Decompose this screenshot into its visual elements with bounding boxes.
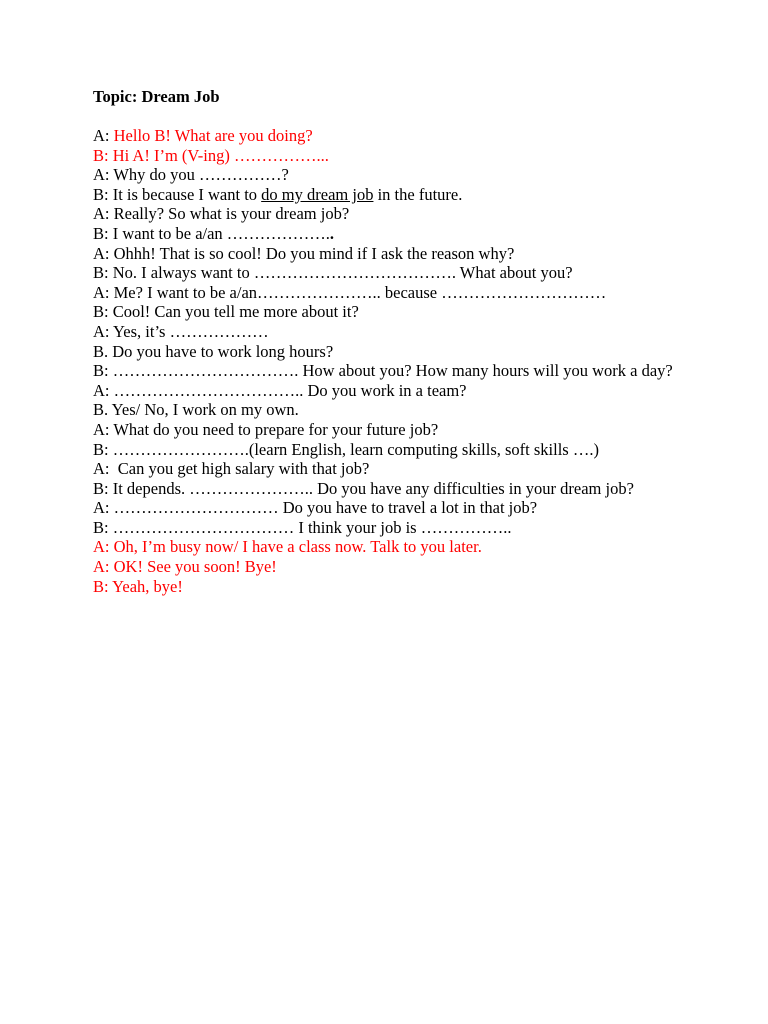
dialogue-line: A: Oh, I’m busy now/ I have a class now. Talk to you later. xyxy=(93,537,482,557)
dialogue-line: A: Me? I want to be a/an………………….. because ………………………… xyxy=(93,282,607,302)
dialogue-line xyxy=(93,224,673,244)
dialogue-line: B: It depends. ………………….. Do you have any difficulties in your dream job? xyxy=(93,478,634,498)
dialogue-line: A: Really? So what is your dream job? xyxy=(93,204,350,224)
highlighted-text: Hello B! What are you doing? xyxy=(113,126,313,145)
dialogue-line: B. Do you have to work long hours? xyxy=(93,341,334,361)
dialogue-line: B: Cool! Can you tell me more about it? xyxy=(93,302,359,322)
speaker-label: A: xyxy=(93,126,114,145)
dialogue-line: B: Hi A! I’m (V-ing) ……………... xyxy=(93,145,329,165)
dialogue-line xyxy=(93,185,673,205)
text-segment: B: I want to be a/an ………………. xyxy=(93,223,330,243)
dialogue-line: A: ………………………… Do you have to travel a lot in that job? xyxy=(93,498,538,518)
dialogue-line: B: …………………….(learn English, learn computing skills, soft skills ….) xyxy=(93,439,599,459)
dialogue-line: B: …………………………… I think your job is …………….. xyxy=(93,517,512,537)
bold-period: . xyxy=(329,223,335,243)
dialogue-line: A: OK! See you soon! Bye! xyxy=(93,557,277,577)
dialogue-line: B: ……………………………. How about you? How many hours will you work a day? xyxy=(93,361,673,381)
dialogue-line: B: No. I always want to ………………………………. What about you? xyxy=(93,263,573,283)
dialogue-line: B. Yes/ No, I work on my own. xyxy=(93,400,299,420)
dialogue-line: B: Yeah, bye! xyxy=(93,576,183,596)
dialogue-line: A: Yes, it’s ……………… xyxy=(93,321,269,341)
text-segment: in the future. xyxy=(373,184,463,204)
dialogue-line: A: Why do you ……………? xyxy=(93,165,289,185)
document-title: Topic: Dream Job xyxy=(93,87,220,106)
dialogue-line xyxy=(93,126,673,146)
dialogue-line: A: What do you need to prepare for your future job? xyxy=(93,419,439,439)
dialogue-line: A: Can you get high salary with that job? xyxy=(93,459,370,479)
dialogue-line: A: Ohhh! That is so cool! Do you mind if I ask the reason why? xyxy=(93,243,515,263)
underlined-text: do my dream job xyxy=(261,184,374,204)
document-page xyxy=(93,87,673,596)
text-segment: B: It is because I want to xyxy=(93,184,262,204)
dialogue-line: A: …………………………….. Do you work in a team? xyxy=(93,380,467,400)
